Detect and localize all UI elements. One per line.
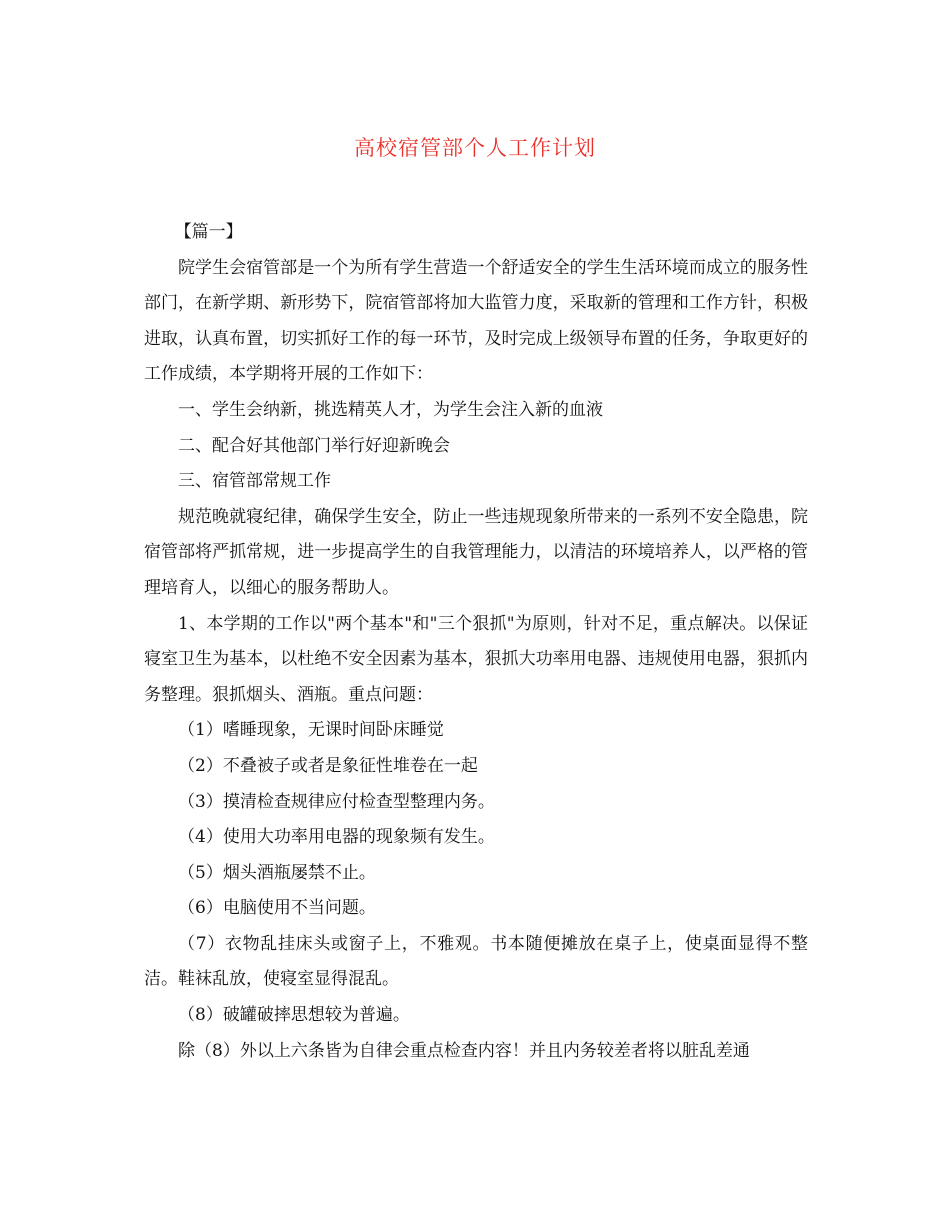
paragraph: 二、配合好其他部门举行好迎新晚会 xyxy=(178,435,450,456)
list-item: （3）摸清检查规律应付检查型整理内务。 xyxy=(178,791,495,812)
list-item: （4）使用大功率用电器的现象频有发生。 xyxy=(178,827,495,848)
section-heading: 【篇一】 xyxy=(174,222,243,242)
list-item: （1）嗜睡现象，无课时间卧床睡觉 xyxy=(178,720,444,741)
paragraph: 三、宿管部常规工作 xyxy=(178,471,331,492)
paragraph: 一、学生会纳新，挑选精英人才，为学生会注入新的血液 xyxy=(178,399,603,420)
paragraph: 院学生会宿管部是一个为所有学生营造一个舒适安全的学生生活环境而成立的服务性部门，在新学期、新形势下，院宿管部将加大监管力度，采取新的管理和工作方针，积极进取，认真布置，切实抓好工作的每一环节，及时完成上级领导布置的任务，争取更好的工作成绩，本学期将开展的工作如下： xyxy=(144,257,808,385)
list-item: （5）烟头酒瓶屡禁不止。 xyxy=(178,862,376,883)
document-body xyxy=(144,215,808,1069)
paragraph: 除（8）外以上六条皆为自律会重点检查内容！并且内务较差者将以脏乱差通 xyxy=(178,1040,750,1061)
list-item: （8）破罐破摔思想较为普遍。 xyxy=(178,1005,410,1026)
paragraph: 1、本学期的工作以"两个基本"和"三个狠抓"为原则，针对不足，重点解决。以保证寝室卫生为基本，以杜绝不安全因素为基本，狠抓大功率用电器、违规使用电器，狠抓内务整理。狠抓烟头、酒瓶。重点问题： xyxy=(144,613,808,705)
list-item: （7）衣物乱挂床头或窗子上，不雅观。书本随便摊放在桌子上，使桌面显得不整洁。鞋袜乱放，使寝室显得混乱。 xyxy=(144,933,808,990)
list-item: （6）电脑使用不当问题。 xyxy=(178,898,376,919)
paragraph: 规范晚就寝纪律，确保学生安全，防止一些违规现象所带来的一系列不安全隐患，院宿管部将严抓常规，进一步提高学生的自我管理能力，以清洁的环境培养人，以严格的管理培育人，以细心的服务帮助人。 xyxy=(144,506,808,598)
document-title: 高校宿管部个人工作计划 xyxy=(354,136,596,160)
list-item: （2）不叠被子或者是象征性堆卷在一起 xyxy=(178,755,478,776)
